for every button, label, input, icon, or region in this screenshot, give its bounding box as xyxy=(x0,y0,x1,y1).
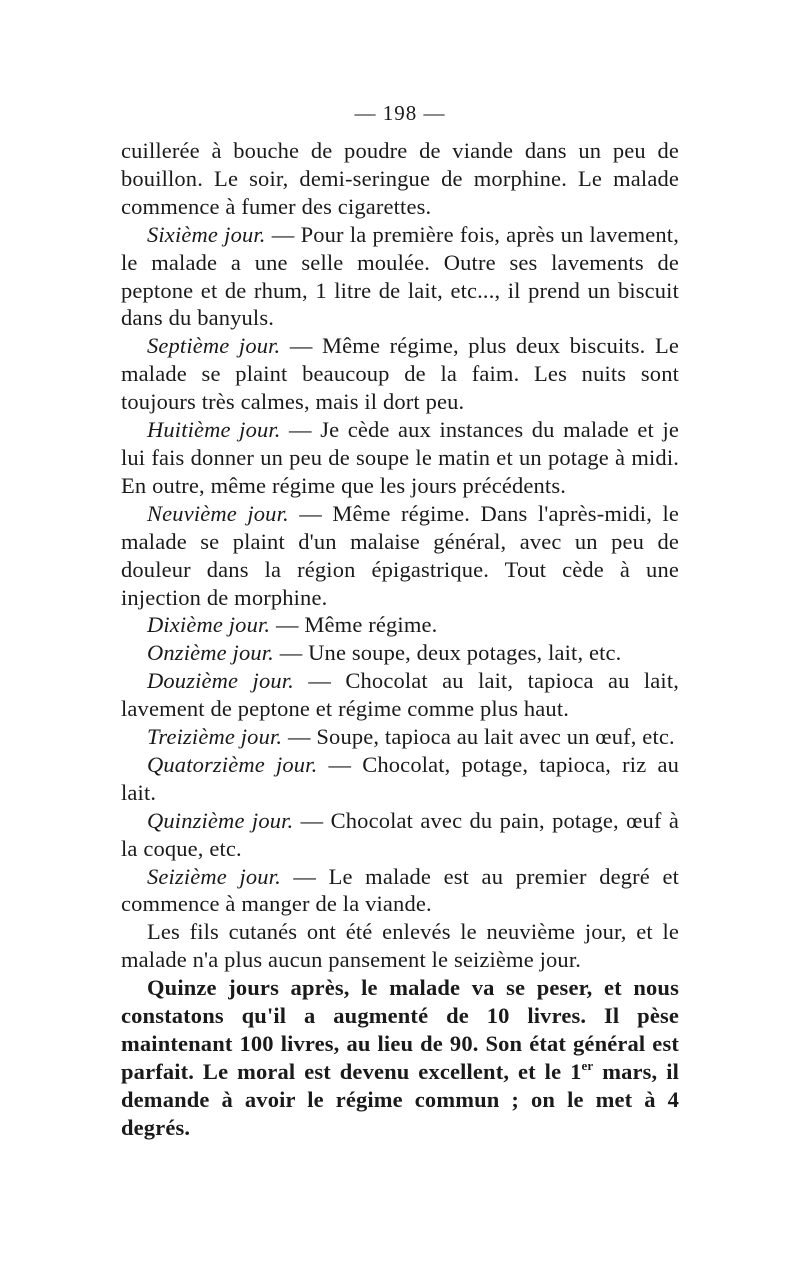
paragraph-stitches xyxy=(121,918,679,974)
paragraph-text: mars, il demande à avoir le régime commun ; on le met à 4 degrés. xyxy=(121,1058,679,1140)
paragraph-text: — Chocolat avec du pain, potage, œuf à la coque, etc. xyxy=(121,807,680,861)
paragraph-text: — Même régime, plus deux biscuits. Le malade se plaint beaucoup de la faim. Les nuits sont toujours très calmes, mais il dort peu. xyxy=(121,333,679,415)
paragraph-text: — Je cède aux instances du malade et je lui fais donner un peu de soupe le matin et un potage à midi. En outre, même régime que les jours précédents. xyxy=(121,417,679,498)
day-label: Huitième jour. xyxy=(147,417,281,443)
paragraph-text: Quinze jours après, le malade va se peser, et nous constatons qu'il a augmenté de 10 livres. Il pèse maintenant 100 livres, au lieu de 90. Son état général est parfait. Le moral est devenu excellent, et le 1 xyxy=(121,975,679,1084)
day-label: Quatorzième jour. xyxy=(147,751,318,777)
paragraph-text: — Même régime. xyxy=(270,612,438,638)
paragraph-text: — Le malade est au premier degré et commence à manger de la viande. xyxy=(121,863,679,917)
day-label: Quinzième jour. xyxy=(147,807,294,833)
paragraph-conclusion xyxy=(121,974,679,1141)
paragraph-day-16 xyxy=(121,863,679,919)
paragraph-text: — Chocolat, potage, tapioca, riz au lait. xyxy=(121,751,679,805)
day-label: Seizième jour. xyxy=(147,863,281,889)
paragraph-day-10 xyxy=(121,611,679,639)
day-label: Neuvième jour. xyxy=(147,500,289,526)
day-label: Onzième jour. xyxy=(147,640,274,666)
paragraph-text: — Chocolat au lait, tapioca au lait, lavement de peptone et régime comme plus haut. xyxy=(121,668,680,722)
day-label: Septième jour. xyxy=(147,333,281,359)
paragraph-day-6 xyxy=(121,221,679,333)
paragraph-day-8 xyxy=(121,416,679,500)
day-label: Treizième jour. xyxy=(147,724,283,750)
day-label: Sixième jour. xyxy=(147,221,266,247)
paragraph-continuation xyxy=(121,137,679,221)
body-text xyxy=(121,137,679,1142)
paragraph-text: — Une soupe, deux potages, lait, etc. xyxy=(273,640,622,666)
paragraph-day-11 xyxy=(121,639,679,667)
paragraph-day-12 xyxy=(121,667,679,723)
ordinal-superscript: er xyxy=(581,1057,594,1073)
paragraph-day-13 xyxy=(121,723,679,751)
paragraph-text: Les fils cutanés ont été enlevés le neuvième jour, et le malade n'a plus aucun pansement le seizième jour. xyxy=(121,919,679,973)
paragraph-text: — Soupe, tapioca au lait avec un œuf, etc. xyxy=(282,724,675,750)
paragraph-text: — Pour la première fois, après un lavement, le malade a une selle moulée. Outre ses lavements de peptone et de rhum, 1 litre de lait, etc..., il prend un biscuit dans du banyuls. xyxy=(121,221,679,331)
day-label: Douzième jour. xyxy=(147,668,294,694)
page-number: — 198 — xyxy=(354,101,446,125)
day-label: Dixième jour. xyxy=(147,612,271,638)
paragraph-day-7 xyxy=(121,332,679,416)
paragraph-text: cuillerée à bouche de poudre de viande dans un peu de bouillon. Le soir, demi-seringue de morphine. Le malade commence à fumer des cigarettes. xyxy=(121,138,679,219)
paragraph-text: — Même régime. Dans l'après-midi, le malade se plaint d'un malaise général, avec un peu de douleur dans la région épigastrique. Tout cède à une injection de morphine. xyxy=(121,500,679,610)
paragraph-day-14 xyxy=(121,751,679,807)
paragraph-day-9 xyxy=(121,500,679,612)
paragraph-day-15 xyxy=(121,807,679,863)
